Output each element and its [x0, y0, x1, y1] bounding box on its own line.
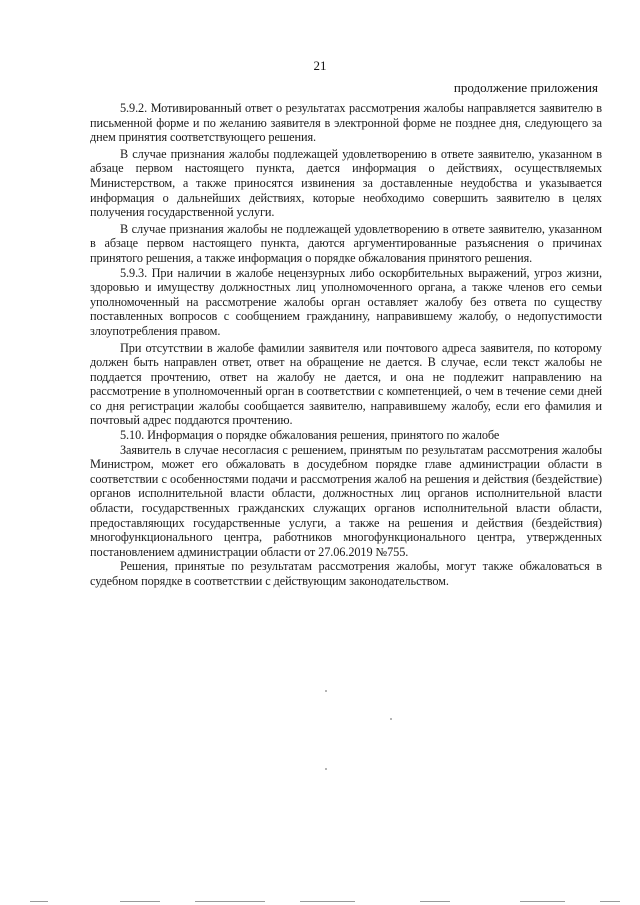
section-heading-5-10: 5.10. Информация о порядке обжалования решения, принятого по жалобе — [120, 428, 500, 443]
paragraph-complaint-satisfied: В случае признания жалобы подлежащей удовлетворению в ответе заявителю, указанном в абзаце первом настоящего пункта, дается информация о действиях, осуществляемых Министерством, а также приносятся извинения за доставленные неудобства и указывается информация о дальнейших действиях, которые необходимо совершить заявителю в целях получения государственной услуги. — [90, 146, 602, 220]
paragraph-court-appeal: Решения, принятые по результатам рассмотрения жалобы, могут также обжаловаться в судебном порядке в соответствии с действующим законодательством. — [90, 559, 602, 588]
document-body — [90, 101, 602, 589]
paragraph-appeal-procedure: Заявитель в случае несогласия с решением, принятым по результатам рассмотрения жалобы Министром, может его обжаловать в досудебном порядке главе администрации области в соответствии с особенностями подачи и рассмотрения жалоб на решения и действия (бездействие) органов исполнительной власти области, должностных лиц органов исполнительной власти области, государственных гражданских служащих органов исполнительной власти области, предоставляющих государственные услуги, а также на решения и действия (бездействия) многофункционального центра, работников многофункционального центра, утвержденных постановлением администрации области от 27.06.2019 №755. — [90, 442, 602, 559]
scan-dust — [325, 768, 327, 770]
appendix-note: продолжение приложения — [453, 80, 598, 95]
scan-dust — [325, 690, 327, 692]
scan-dust — [390, 718, 392, 720]
paragraph-5-9-2: 5.9.2. Мотивированный ответ о результатах рассмотрения жалобы направляется заявителю в письменной форме и по желанию заявителя в электронной форме не позднее дня, следующего за днем принятия соответствующего решения. — [90, 101, 602, 145]
paragraph-missing-address: При отсутствии в жалобе фамилии заявителя или почтового адреса заявителя, по которому должен быть направлен ответ, ответ на обращение не дается. В случае, если текст жалобы не поддается прочтению, ответ на жалобу не дается, и она не подлежит направлению на рассмотрение в уполномоченный орган в соответствии с компетенцией, о чем в течение семи дней со дня регистрации жалобы сообщается заявителю, направившему жалобу, если его фамилия и почтовый адрес поддаются прочтению. — [90, 340, 602, 428]
page-number: 21 — [313, 58, 327, 73]
paragraph-5-9-3: 5.9.3. При наличии в жалобе нецензурных либо оскорбительных выражений, угроз жизни, здоровью и имуществу должностных лиц уполномоченного органа, а также членов его семьи уполномоченный на рассмотрение жалобы орган оставляет жалобу без ответа по существу поставленных вопросов с сообщением гражданину, направившему жалобу, о недопустимости злоупотребления правом. — [90, 265, 602, 338]
scan-edge-noise — [0, 895, 640, 905]
paragraph-complaint-rejected: В случае признания жалобы не подлежащей удовлетворению в ответе заявителю, указанном в абзаце первом настоящего пункта, даются аргументированные разъяснения о причинах принятого решения, а также информация о порядке обжалования принятого решения. — [90, 221, 602, 265]
